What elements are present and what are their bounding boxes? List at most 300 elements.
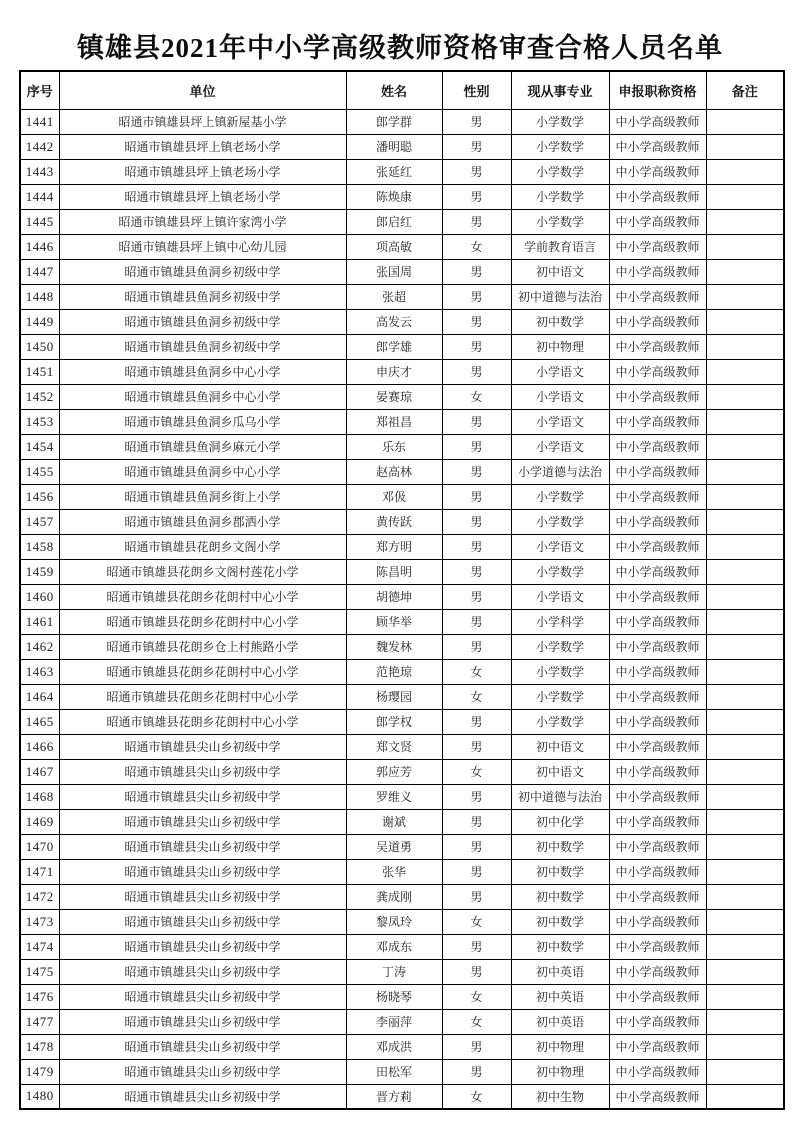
cell-title-qualification: 中小学高级教师 xyxy=(609,484,706,509)
table-row xyxy=(20,884,784,909)
cell-name: 张华 xyxy=(346,859,442,884)
cell-unit: 昭通市镇雄县花朗乡花朗村中心小学 xyxy=(59,584,346,609)
table-body xyxy=(20,109,784,1109)
cell-gender: 男 xyxy=(442,309,511,334)
cell-title-qualification: 中小学高级教师 xyxy=(609,859,706,884)
cell-remark xyxy=(706,659,784,684)
cell-remark xyxy=(706,709,784,734)
cell-major: 初中数学 xyxy=(511,834,609,859)
cell-major: 初中英语 xyxy=(511,959,609,984)
cell-no: 1468 xyxy=(20,784,59,809)
cell-gender: 女 xyxy=(442,1009,511,1034)
cell-major: 初中物理 xyxy=(511,1059,609,1084)
cell-name: 吴道勇 xyxy=(346,834,442,859)
cell-title-qualification: 中小学高级教师 xyxy=(609,734,706,759)
cell-major: 初中数学 xyxy=(511,909,609,934)
cell-gender: 男 xyxy=(442,459,511,484)
cell-remark xyxy=(706,259,784,284)
table-row xyxy=(20,509,784,534)
cell-unit: 昭通市镇雄县尖山乡初级中学 xyxy=(59,759,346,784)
cell-major: 初中生物 xyxy=(511,1084,609,1109)
cell-name: 黎凤玲 xyxy=(346,909,442,934)
table-row xyxy=(20,959,784,984)
cell-no: 1472 xyxy=(20,884,59,909)
cell-no: 1476 xyxy=(20,984,59,1009)
cell-no: 1479 xyxy=(20,1059,59,1084)
table-row xyxy=(20,134,784,159)
cell-remark xyxy=(706,859,784,884)
cell-name: 郎学雄 xyxy=(346,334,442,359)
cell-title-qualification: 中小学高级教师 xyxy=(609,1059,706,1084)
cell-gender: 男 xyxy=(442,184,511,209)
cell-no: 1449 xyxy=(20,309,59,334)
cell-remark xyxy=(706,459,784,484)
cell-major: 小学语文 xyxy=(511,534,609,559)
cell-gender: 男 xyxy=(442,609,511,634)
cell-unit: 昭通市镇雄县花朗乡花朗村中心小学 xyxy=(59,659,346,684)
cell-no: 1463 xyxy=(20,659,59,684)
cell-no: 1457 xyxy=(20,509,59,534)
cell-title-qualification: 中小学高级教师 xyxy=(609,884,706,909)
cell-no: 1443 xyxy=(20,159,59,184)
cell-name: 乐东 xyxy=(346,434,442,459)
cell-title-qualification: 中小学高级教师 xyxy=(609,284,706,309)
cell-title-qualification: 中小学高级教师 xyxy=(609,209,706,234)
cell-unit: 昭通市镇雄县尖山乡初级中学 xyxy=(59,1084,346,1109)
cell-unit: 昭通市镇雄县坪上镇中心幼儿园 xyxy=(59,234,346,259)
cell-unit: 昭通市镇雄县坪上镇老场小学 xyxy=(59,134,346,159)
cell-remark xyxy=(706,384,784,409)
cell-title-qualification: 中小学高级教师 xyxy=(609,909,706,934)
cell-major: 初中道德与法治 xyxy=(511,784,609,809)
cell-name: 魏发林 xyxy=(346,634,442,659)
cell-name: 郑文贤 xyxy=(346,734,442,759)
table-row xyxy=(20,684,784,709)
cell-remark xyxy=(706,584,784,609)
cell-gender: 男 xyxy=(442,334,511,359)
cell-unit: 昭通市镇雄县花朗乡花朗村中心小学 xyxy=(59,709,346,734)
cell-remark xyxy=(706,334,784,359)
cell-name: 田松军 xyxy=(346,1059,442,1084)
cell-no: 1480 xyxy=(20,1084,59,1109)
cell-gender: 男 xyxy=(442,134,511,159)
cell-remark xyxy=(706,509,784,534)
cell-remark xyxy=(706,409,784,434)
cell-title-qualification: 中小学高级教师 xyxy=(609,759,706,784)
table-row xyxy=(20,1059,784,1084)
cell-gender: 男 xyxy=(442,934,511,959)
header-title-qualification: 申报职称资格 xyxy=(609,71,706,109)
cell-unit: 昭通市镇雄县尖山乡初级中学 xyxy=(59,1059,346,1084)
cell-major: 初中英语 xyxy=(511,984,609,1009)
cell-gender: 男 xyxy=(442,1034,511,1059)
cell-major: 初中物理 xyxy=(511,334,609,359)
cell-name: 郎学权 xyxy=(346,709,442,734)
cell-remark xyxy=(706,559,784,584)
cell-no: 1467 xyxy=(20,759,59,784)
cell-name: 杨晓琴 xyxy=(346,984,442,1009)
cell-title-qualification: 中小学高级教师 xyxy=(609,1034,706,1059)
cell-gender: 男 xyxy=(442,284,511,309)
cell-major: 初中物理 xyxy=(511,1034,609,1059)
cell-gender: 女 xyxy=(442,384,511,409)
cell-title-qualification: 中小学高级教师 xyxy=(609,584,706,609)
cell-unit: 昭通市镇雄县鱼洞乡郡洒小学 xyxy=(59,509,346,534)
table-row xyxy=(20,984,784,1009)
cell-name: 项高敏 xyxy=(346,234,442,259)
cell-gender: 男 xyxy=(442,109,511,134)
table-row xyxy=(20,234,784,259)
cell-gender: 男 xyxy=(442,784,511,809)
cell-unit: 昭通市镇雄县尖山乡初级中学 xyxy=(59,734,346,759)
cell-name: 郎学群 xyxy=(346,109,442,134)
table-row xyxy=(20,559,784,584)
cell-name: 高发云 xyxy=(346,309,442,334)
table-header xyxy=(20,71,784,109)
cell-no: 1452 xyxy=(20,384,59,409)
cell-remark xyxy=(706,884,784,909)
header-name: 姓名 xyxy=(346,71,442,109)
cell-no: 1471 xyxy=(20,859,59,884)
cell-gender: 男 xyxy=(442,259,511,284)
cell-no: 1455 xyxy=(20,459,59,484)
cell-no: 1475 xyxy=(20,959,59,984)
cell-remark xyxy=(706,809,784,834)
cell-name: 谢斌 xyxy=(346,809,442,834)
cell-gender: 男 xyxy=(442,884,511,909)
cell-unit: 昭通市镇雄县花朗乡文阁小学 xyxy=(59,534,346,559)
cell-unit: 昭通市镇雄县花朗乡文阁村莲花小学 xyxy=(59,559,346,584)
cell-unit: 昭通市镇雄县尖山乡初级中学 xyxy=(59,809,346,834)
cell-title-qualification: 中小学高级教师 xyxy=(609,609,706,634)
cell-unit: 昭通市镇雄县花朗乡花朗村中心小学 xyxy=(59,684,346,709)
cell-title-qualification: 中小学高级教师 xyxy=(609,509,706,534)
table-row xyxy=(20,384,784,409)
table-row xyxy=(20,184,784,209)
page-title: 镇雄县2021年中小学高级教师资格审查合格人员名单 xyxy=(77,33,723,63)
cell-no: 1458 xyxy=(20,534,59,559)
cell-name: 邓成洪 xyxy=(346,1034,442,1059)
cell-unit: 昭通市镇雄县尖山乡初级中学 xyxy=(59,934,346,959)
cell-no: 1441 xyxy=(20,109,59,134)
table-row xyxy=(20,409,784,434)
table-row xyxy=(20,284,784,309)
cell-remark xyxy=(706,534,784,559)
cell-name: 黄传跃 xyxy=(346,509,442,534)
cell-major: 小学语文 xyxy=(511,434,609,459)
cell-no: 1474 xyxy=(20,934,59,959)
table-row xyxy=(20,784,784,809)
cell-name: 龚成刚 xyxy=(346,884,442,909)
table-row xyxy=(20,459,784,484)
table-row xyxy=(20,659,784,684)
table-row xyxy=(20,584,784,609)
cell-unit: 昭通市镇雄县花朗乡花朗村中心小学 xyxy=(59,609,346,634)
cell-title-qualification: 中小学高级教师 xyxy=(609,384,706,409)
cell-unit: 昭通市镇雄县坪上镇许家湾小学 xyxy=(59,209,346,234)
cell-major: 初中语文 xyxy=(511,259,609,284)
cell-unit: 昭通市镇雄县鱼洞乡麻元小学 xyxy=(59,434,346,459)
cell-title-qualification: 中小学高级教师 xyxy=(609,559,706,584)
cell-name: 郑方明 xyxy=(346,534,442,559)
table-row xyxy=(20,934,784,959)
cell-name: 范艳琼 xyxy=(346,659,442,684)
cell-major: 小学道德与法治 xyxy=(511,459,609,484)
cell-gender: 男 xyxy=(442,859,511,884)
cell-title-qualification: 中小学高级教师 xyxy=(609,959,706,984)
cell-title-qualification: 中小学高级教师 xyxy=(609,234,706,259)
cell-no: 1469 xyxy=(20,809,59,834)
cell-gender: 男 xyxy=(442,484,511,509)
cell-unit: 昭通市镇雄县鱼洞乡瓜乌小学 xyxy=(59,409,346,434)
cell-major: 初中道德与法治 xyxy=(511,284,609,309)
cell-remark xyxy=(706,209,784,234)
cell-remark xyxy=(706,984,784,1009)
cell-remark xyxy=(706,1034,784,1059)
cell-title-qualification: 中小学高级教师 xyxy=(609,1084,706,1109)
cell-name: 郑祖昌 xyxy=(346,409,442,434)
cell-no: 1447 xyxy=(20,259,59,284)
cell-unit: 昭通市镇雄县鱼洞乡街上小学 xyxy=(59,484,346,509)
header-major: 现从事专业 xyxy=(511,71,609,109)
cell-title-qualification: 中小学高级教师 xyxy=(609,984,706,1009)
roster-table xyxy=(19,70,785,1110)
cell-name: 罗维义 xyxy=(346,784,442,809)
cell-remark xyxy=(706,759,784,784)
cell-title-qualification: 中小学高级教师 xyxy=(609,834,706,859)
cell-name: 晋方莉 xyxy=(346,1084,442,1109)
cell-name: 陈昌明 xyxy=(346,559,442,584)
header-gender: 性别 xyxy=(442,71,511,109)
cell-no: 1460 xyxy=(20,584,59,609)
cell-remark xyxy=(706,359,784,384)
header-unit: 单位 xyxy=(59,71,346,109)
cell-unit: 昭通市镇雄县鱼洞乡初级中学 xyxy=(59,309,346,334)
cell-title-qualification: 中小学高级教师 xyxy=(609,784,706,809)
table-row xyxy=(20,759,784,784)
cell-title-qualification: 中小学高级教师 xyxy=(609,709,706,734)
cell-no: 1454 xyxy=(20,434,59,459)
cell-no: 1451 xyxy=(20,359,59,384)
cell-gender: 女 xyxy=(442,659,511,684)
cell-gender: 男 xyxy=(442,409,511,434)
cell-gender: 男 xyxy=(442,734,511,759)
cell-major: 小学数学 xyxy=(511,109,609,134)
cell-title-qualification: 中小学高级教师 xyxy=(609,159,706,184)
table-row xyxy=(20,534,784,559)
cell-gender: 女 xyxy=(442,1084,511,1109)
cell-name: 申庆才 xyxy=(346,359,442,384)
cell-no: 1442 xyxy=(20,134,59,159)
cell-remark xyxy=(706,634,784,659)
cell-no: 1473 xyxy=(20,909,59,934)
cell-gender: 男 xyxy=(442,959,511,984)
cell-name: 陈焕康 xyxy=(346,184,442,209)
header-row xyxy=(20,71,784,109)
cell-unit: 昭通市镇雄县坪上镇新屋基小学 xyxy=(59,109,346,134)
cell-gender: 男 xyxy=(442,709,511,734)
table-row xyxy=(20,734,784,759)
header-no: 序号 xyxy=(20,71,59,109)
table-row xyxy=(20,834,784,859)
cell-unit: 昭通市镇雄县鱼洞乡初级中学 xyxy=(59,259,346,284)
cell-title-qualification: 中小学高级教师 xyxy=(609,334,706,359)
cell-major: 小学语文 xyxy=(511,384,609,409)
cell-remark xyxy=(706,309,784,334)
cell-unit: 昭通市镇雄县坪上镇老场小学 xyxy=(59,184,346,209)
cell-remark xyxy=(706,1009,784,1034)
cell-title-qualification: 中小学高级教师 xyxy=(609,184,706,209)
cell-no: 1464 xyxy=(20,684,59,709)
cell-unit: 昭通市镇雄县尖山乡初级中学 xyxy=(59,959,346,984)
table-row xyxy=(20,1084,784,1109)
cell-remark xyxy=(706,284,784,309)
cell-gender: 女 xyxy=(442,234,511,259)
cell-unit: 昭通市镇雄县尖山乡初级中学 xyxy=(59,784,346,809)
table-row xyxy=(20,484,784,509)
cell-no: 1477 xyxy=(20,1009,59,1034)
cell-major: 初中数学 xyxy=(511,884,609,909)
table-row xyxy=(20,259,784,284)
cell-no: 1445 xyxy=(20,209,59,234)
table-row xyxy=(20,634,784,659)
cell-gender: 男 xyxy=(442,534,511,559)
cell-major: 初中数学 xyxy=(511,859,609,884)
cell-name: 李丽萍 xyxy=(346,1009,442,1034)
cell-name: 郎启红 xyxy=(346,209,442,234)
cell-remark xyxy=(706,909,784,934)
cell-remark xyxy=(706,1059,784,1084)
cell-name: 张国周 xyxy=(346,259,442,284)
cell-gender: 男 xyxy=(442,834,511,859)
cell-major: 小学科学 xyxy=(511,609,609,634)
cell-unit: 昭通市镇雄县鱼洞乡初级中学 xyxy=(59,334,346,359)
cell-unit: 昭通市镇雄县尖山乡初级中学 xyxy=(59,859,346,884)
table-row xyxy=(20,859,784,884)
cell-remark xyxy=(706,1084,784,1109)
table-row xyxy=(20,809,784,834)
cell-gender: 男 xyxy=(442,584,511,609)
cell-unit: 昭通市镇雄县尖山乡初级中学 xyxy=(59,984,346,1009)
cell-unit: 昭通市镇雄县尖山乡初级中学 xyxy=(59,1009,346,1034)
cell-major: 小学数学 xyxy=(511,134,609,159)
table-row xyxy=(20,359,784,384)
cell-remark xyxy=(706,484,784,509)
cell-gender: 女 xyxy=(442,984,511,1009)
cell-gender: 男 xyxy=(442,634,511,659)
cell-name: 张延红 xyxy=(346,159,442,184)
cell-major: 小学数学 xyxy=(511,184,609,209)
cell-no: 1446 xyxy=(20,234,59,259)
cell-no: 1478 xyxy=(20,1034,59,1059)
cell-unit: 昭通市镇雄县尖山乡初级中学 xyxy=(59,909,346,934)
cell-major: 初中英语 xyxy=(511,1009,609,1034)
cell-no: 1465 xyxy=(20,709,59,734)
table-row xyxy=(20,1009,784,1034)
cell-remark xyxy=(706,684,784,709)
cell-major: 小学数学 xyxy=(511,709,609,734)
cell-remark xyxy=(706,934,784,959)
cell-name: 丁涛 xyxy=(346,959,442,984)
cell-major: 学前教育语言 xyxy=(511,234,609,259)
cell-major: 初中语文 xyxy=(511,759,609,784)
cell-major: 小学语文 xyxy=(511,584,609,609)
cell-remark xyxy=(706,434,784,459)
cell-name: 杨璎园 xyxy=(346,684,442,709)
cell-major: 小学数学 xyxy=(511,159,609,184)
cell-title-qualification: 中小学高级教师 xyxy=(609,409,706,434)
table-row xyxy=(20,609,784,634)
cell-name: 邓伋 xyxy=(346,484,442,509)
cell-name: 赵高林 xyxy=(346,459,442,484)
cell-remark xyxy=(706,184,784,209)
cell-remark xyxy=(706,109,784,134)
cell-gender: 女 xyxy=(442,909,511,934)
cell-title-qualification: 中小学高级教师 xyxy=(609,259,706,284)
cell-title-qualification: 中小学高级教师 xyxy=(609,359,706,384)
cell-major: 初中数学 xyxy=(511,309,609,334)
cell-no: 1459 xyxy=(20,559,59,584)
cell-major: 小学数学 xyxy=(511,634,609,659)
cell-gender: 男 xyxy=(442,434,511,459)
cell-unit: 昭通市镇雄县鱼洞乡中心小学 xyxy=(59,359,346,384)
cell-gender: 女 xyxy=(442,684,511,709)
cell-name: 郭应芳 xyxy=(346,759,442,784)
cell-major: 初中语文 xyxy=(511,734,609,759)
cell-major: 小学数学 xyxy=(511,684,609,709)
cell-major: 小学数学 xyxy=(511,509,609,534)
cell-title-qualification: 中小学高级教师 xyxy=(609,434,706,459)
table-row xyxy=(20,109,784,134)
cell-title-qualification: 中小学高级教师 xyxy=(609,934,706,959)
cell-gender: 男 xyxy=(442,1059,511,1084)
cell-major: 小学数学 xyxy=(511,559,609,584)
cell-gender: 男 xyxy=(442,809,511,834)
table-row xyxy=(20,334,784,359)
cell-major: 初中数学 xyxy=(511,934,609,959)
cell-major: 小学数学 xyxy=(511,209,609,234)
table-row xyxy=(20,159,784,184)
cell-title-qualification: 中小学高级教师 xyxy=(609,659,706,684)
cell-remark xyxy=(706,234,784,259)
cell-no: 1444 xyxy=(20,184,59,209)
cell-major: 初中化学 xyxy=(511,809,609,834)
cell-major: 小学数学 xyxy=(511,484,609,509)
cell-no: 1456 xyxy=(20,484,59,509)
cell-unit: 昭通市镇雄县坪上镇老场小学 xyxy=(59,159,346,184)
cell-title-qualification: 中小学高级教师 xyxy=(609,109,706,134)
table-row xyxy=(20,909,784,934)
cell-remark xyxy=(706,609,784,634)
cell-gender: 女 xyxy=(442,759,511,784)
cell-title-qualification: 中小学高级教师 xyxy=(609,809,706,834)
cell-remark xyxy=(706,159,784,184)
cell-gender: 男 xyxy=(442,159,511,184)
cell-no: 1450 xyxy=(20,334,59,359)
cell-unit: 昭通市镇雄县尖山乡初级中学 xyxy=(59,834,346,859)
cell-no: 1462 xyxy=(20,634,59,659)
cell-name: 潘明聪 xyxy=(346,134,442,159)
cell-remark xyxy=(706,784,784,809)
cell-name: 张超 xyxy=(346,284,442,309)
cell-no: 1448 xyxy=(20,284,59,309)
cell-unit: 昭通市镇雄县花朗乡仓上村熊路小学 xyxy=(59,634,346,659)
cell-gender: 男 xyxy=(442,559,511,584)
header-remark: 备注 xyxy=(706,71,784,109)
cell-unit: 昭通市镇雄县尖山乡初级中学 xyxy=(59,1034,346,1059)
cell-gender: 男 xyxy=(442,509,511,534)
cell-major: 小学数学 xyxy=(511,659,609,684)
